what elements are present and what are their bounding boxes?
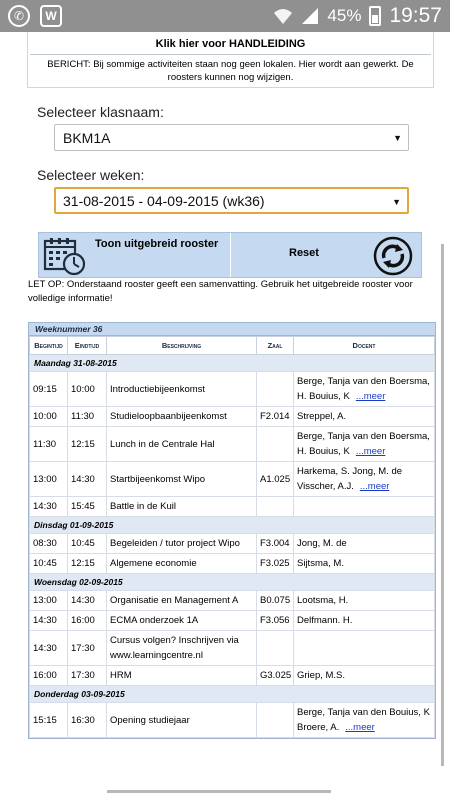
begin-cell: 08:30 xyxy=(30,534,68,554)
end-cell: 14:30 xyxy=(68,462,107,497)
docent-name: H. Bouius, K xyxy=(297,446,350,457)
room-cell: F3.056 xyxy=(257,611,294,631)
table-row xyxy=(30,611,435,631)
docent-cell xyxy=(294,407,435,427)
table-row xyxy=(30,497,435,517)
docent-name: Berge, Tanja van den Boersma, xyxy=(297,431,430,442)
calendar-clock-icon xyxy=(42,236,86,276)
col-docent: Docent xyxy=(294,337,435,355)
end-cell: 12:15 xyxy=(68,427,107,462)
docent-cell xyxy=(294,534,435,554)
battery-icon xyxy=(369,6,381,26)
end-cell: 16:30 xyxy=(68,703,107,738)
table-row xyxy=(30,703,435,738)
docent-line xyxy=(297,720,432,735)
docent-name: Harkema, S. Jong, M. de xyxy=(297,466,403,477)
day-header-row xyxy=(30,517,435,534)
day-header-row xyxy=(30,355,435,372)
docent-name: Sijtsma, M. xyxy=(297,558,344,569)
battery-percent: 45% xyxy=(327,6,362,25)
table-row xyxy=(30,534,435,554)
day-title: Maandag 31-08-2015 xyxy=(30,355,435,372)
docent-line xyxy=(297,536,432,551)
room-cell: B0.075 xyxy=(257,591,294,611)
docent-line xyxy=(297,556,432,571)
end-cell: 17:30 xyxy=(68,631,107,666)
meer-link[interactable]: ...meer xyxy=(355,391,386,402)
docent-line xyxy=(297,444,432,459)
docent-line xyxy=(297,479,432,494)
weken-select[interactable] xyxy=(54,187,409,214)
room-cell xyxy=(257,631,294,666)
w-app-icon: W xyxy=(40,5,62,27)
docent-name: Broere, A. xyxy=(297,722,340,733)
meer-link[interactable]: ...meer xyxy=(359,481,390,492)
docent-name: H. Bouius, K xyxy=(297,391,350,402)
bericht-message: BERICHT: Bij sommige activiteiten staan nog geen lokalen. Hier wordt aan gewerkt. De roosters kunnen nog wijzigen. xyxy=(47,59,414,83)
description-line: Cursus volgen? Inschrijven via xyxy=(110,635,239,646)
docent-line xyxy=(297,668,432,683)
manual-link[interactable]: Klik hier voor HANDLEIDING xyxy=(30,32,431,55)
docent-cell xyxy=(294,554,435,574)
end-cell: 11:30 xyxy=(68,407,107,427)
dropdown-arrow-icon: ▼ xyxy=(392,197,401,207)
description-cell: ECMA onderzoek 1A xyxy=(107,611,257,631)
description-cell: Introductiebijeenkomst xyxy=(107,372,257,407)
table-row xyxy=(30,407,435,427)
reset-button[interactable] xyxy=(231,233,421,277)
docent-cell xyxy=(294,427,435,462)
header-frame xyxy=(27,32,434,88)
wifi-icon xyxy=(273,7,293,25)
room-cell xyxy=(257,372,294,407)
docent-cell xyxy=(294,591,435,611)
docent-name: Berge, Tanja van den Bouius, K xyxy=(297,707,430,718)
end-cell: 16:00 xyxy=(68,611,107,631)
toon-button-label: Toon uitgebreid rooster xyxy=(95,238,219,250)
begin-cell: 09:15 xyxy=(30,372,68,407)
docent-line xyxy=(297,429,432,444)
begin-cell: 10:00 xyxy=(30,407,68,427)
klasnaam-value: BKM1A xyxy=(63,130,111,146)
meer-link[interactable]: ...meer xyxy=(355,446,386,457)
begin-cell: 13:00 xyxy=(30,591,68,611)
end-cell: 15:45 xyxy=(68,497,107,517)
docent-line xyxy=(297,613,432,628)
table-row xyxy=(30,462,435,497)
docent-line xyxy=(297,409,432,424)
day-header-row xyxy=(30,574,435,591)
refresh-icon xyxy=(373,236,413,276)
day-title: Woensdag 02-09-2015 xyxy=(30,574,435,591)
table-row xyxy=(30,591,435,611)
day-title: Dinsdag 01-09-2015 xyxy=(30,517,435,534)
table-row xyxy=(30,427,435,462)
begin-cell: 16:00 xyxy=(30,666,68,686)
col-begintijd: Begintijd xyxy=(30,337,68,355)
begin-cell: 14:30 xyxy=(30,611,68,631)
begin-cell: 13:00 xyxy=(30,462,68,497)
description-cell: Begeleiden / tutor project Wipo xyxy=(107,534,257,554)
vertical-scrollbar[interactable] xyxy=(441,244,444,766)
description-cell: HRM xyxy=(107,666,257,686)
day-title: Donderdag 03-09-2015 xyxy=(30,686,435,703)
clock: 19:57 xyxy=(389,4,442,27)
rooster-table xyxy=(28,322,436,739)
weken-label: Selecteer weken: xyxy=(37,167,145,183)
begin-cell: 11:30 xyxy=(30,427,68,462)
docent-cell xyxy=(294,703,435,738)
description-cell: Opening studiejaar xyxy=(107,703,257,738)
docent-name: Griep, M.S. xyxy=(297,670,346,681)
docent-cell xyxy=(294,666,435,686)
room-cell xyxy=(257,497,294,517)
description-line: www.learningcentre.nl xyxy=(110,650,203,661)
docent-cell xyxy=(294,462,435,497)
status-bar xyxy=(0,0,450,32)
signal-icon xyxy=(301,7,319,25)
begin-cell: 14:30 xyxy=(30,631,68,666)
room-cell xyxy=(257,703,294,738)
docent-name: Delfmann. H. xyxy=(297,615,353,626)
room-cell: A1.025 xyxy=(257,462,294,497)
docent-line xyxy=(297,593,432,608)
col-beschrijving: Beschrijving xyxy=(107,337,257,355)
end-cell: 12:15 xyxy=(68,554,107,574)
schedule-table xyxy=(29,336,435,738)
end-cell: 10:45 xyxy=(68,534,107,554)
day-header-row xyxy=(30,686,435,703)
docent-cell xyxy=(294,611,435,631)
room-cell xyxy=(257,427,294,462)
description-cell: Organisatie en Management A xyxy=(107,591,257,611)
horizontal-scrollbar[interactable] xyxy=(107,790,331,793)
table-row xyxy=(30,666,435,686)
dropdown-arrow-icon: ▼ xyxy=(393,133,402,143)
toon-uitgebreid-rooster-button[interactable] xyxy=(39,233,231,277)
room-cell: G3.025 xyxy=(257,666,294,686)
docent-line xyxy=(297,464,432,479)
schedule-body xyxy=(30,355,435,738)
description-cell xyxy=(107,631,257,666)
room-cell: F3.004 xyxy=(257,534,294,554)
begin-cell: 14:30 xyxy=(30,497,68,517)
description-cell: Algemene economie xyxy=(107,554,257,574)
weken-value: 31-08-2015 - 04-09-2015 (wk36) xyxy=(63,193,265,209)
docent-name: Lootsma, H. xyxy=(297,595,349,606)
docent-line xyxy=(297,389,432,404)
description-cell: Battle in de Kuil xyxy=(107,497,257,517)
docent-name: Jong, M. de xyxy=(297,538,347,549)
begin-cell: 10:45 xyxy=(30,554,68,574)
docent-cell xyxy=(294,631,435,666)
klasnaam-label: Selecteer klasnaam: xyxy=(37,104,164,120)
week-title: Weeknummer 36 xyxy=(29,323,435,336)
end-cell: 14:30 xyxy=(68,591,107,611)
description-cell: Startbijeenkomst Wipo xyxy=(107,462,257,497)
reset-button-label: Reset xyxy=(289,247,319,259)
meer-link[interactable]: ...meer xyxy=(345,722,375,733)
whatsapp-icon: ✆ xyxy=(8,5,30,27)
klasnaam-select[interactable] xyxy=(54,124,409,151)
room-cell: F2.014 xyxy=(257,407,294,427)
docent-name: Streppel, A. xyxy=(297,411,347,422)
room-cell: F3.025 xyxy=(257,554,294,574)
letop-notice: LET OP: Onderstaand rooster geeft een samenvatting. Gebruik het uitgebreide rooster voor volledige informatie! xyxy=(28,279,413,304)
docent-name: Berge, Tanja van den Boersma, xyxy=(297,376,430,387)
docent-name: Visscher, A.J. xyxy=(297,481,354,492)
docent-cell xyxy=(294,497,435,517)
description-cell: Studieloopbaanbijeenkomst xyxy=(107,407,257,427)
col-zaal: Zaal xyxy=(257,337,294,355)
button-bar xyxy=(38,232,422,278)
table-row xyxy=(30,631,435,666)
begin-cell: 15:15 xyxy=(30,703,68,738)
docent-line xyxy=(297,705,432,720)
description-cell: Lunch in de Centrale Hal xyxy=(107,427,257,462)
end-cell: 10:00 xyxy=(68,372,107,407)
docent-line xyxy=(297,374,432,389)
docent-cell xyxy=(294,372,435,407)
end-cell: 17:30 xyxy=(68,666,107,686)
table-row xyxy=(30,372,435,407)
table-row xyxy=(30,554,435,574)
col-eindtijd: Eindtijd xyxy=(68,337,107,355)
